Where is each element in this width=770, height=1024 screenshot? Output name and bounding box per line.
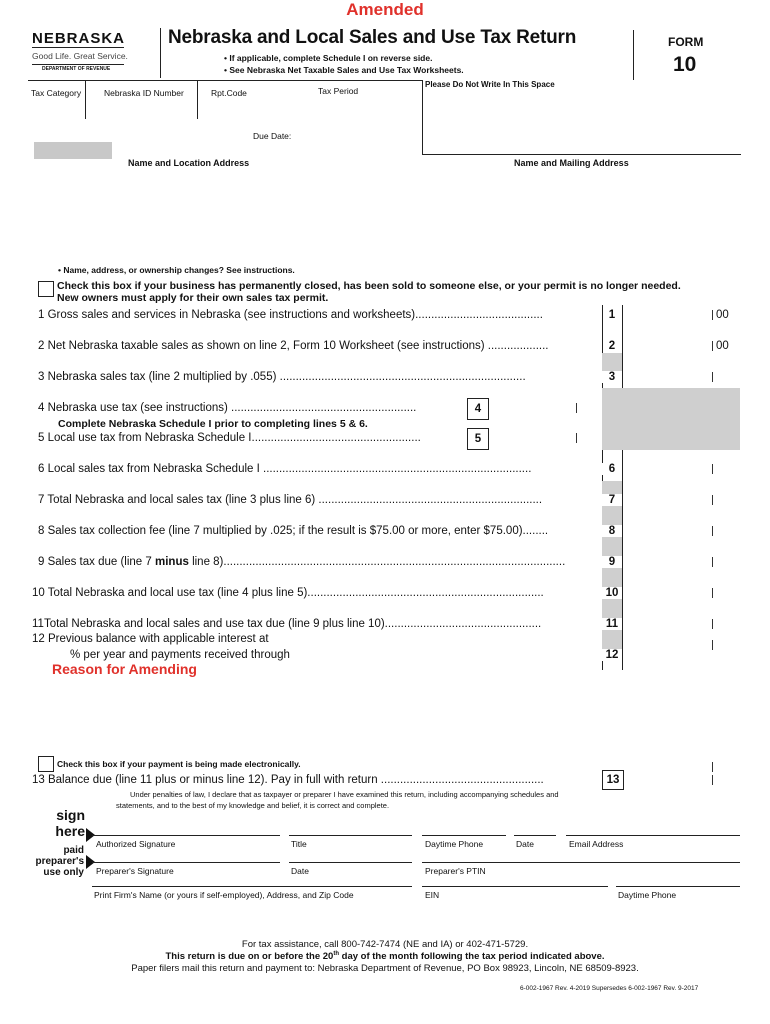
cents-line-2: 00 (716, 340, 729, 352)
sign-here-label: sign here (55, 807, 85, 839)
linenum-11: 11 (602, 618, 622, 630)
ptin-label[interactable]: Preparer's PTIN (425, 866, 486, 876)
scanner-mark (34, 142, 112, 159)
linenum-1: 1 (608, 309, 616, 321)
due-date-label: Due Date: (253, 131, 292, 141)
linenum-6: 6 (602, 463, 622, 475)
footer-due: This return is due on or before the 20th day of the month following the tax period indicated above. (165, 951, 605, 963)
linenum-5: 5 (467, 428, 489, 450)
daytime-phone-label[interactable]: Daytime Phone (425, 839, 484, 849)
preparer-signature-label[interactable]: Preparer's Signature (96, 866, 174, 876)
gray-column-lower (602, 481, 622, 661)
line-7-text: 7 Total Nebraska and local sales tax (line 3 plus line 6) ...................................................................... (38, 494, 543, 506)
authorized-signature-label[interactable]: Authorized Signature (96, 839, 176, 849)
linenum-10: 10 (602, 587, 622, 599)
rpt-code-label: Rpt.Code (211, 88, 247, 98)
line-6-text: 6 Local sales tax from Nebraska Schedule I .................................................................................... (38, 463, 532, 475)
date-label[interactable]: Date (516, 839, 534, 849)
new-owner-text: New owners must apply for their own sales tax permit. (57, 292, 329, 304)
tax-period-label: Tax Period (318, 86, 359, 96)
linenum-9: 9 (602, 556, 622, 568)
footer-mail: Paper filers mail this return and payment to: Nebraska Department of Revenue, PO Box 98923, Lincoln, NE 68509-8923. (131, 963, 639, 974)
bullet-worksheets: • See Nebraska Net Taxable Sales and Use Tax Worksheets. (224, 65, 464, 75)
linenum-8: 8 (602, 525, 622, 537)
preparer-date-label[interactable]: Date (291, 866, 309, 876)
logo-name: NEBRASKA (32, 30, 126, 47)
footer-assistance: For tax assistance, call 800-742-7474 (NE and IA) or 402-471-5729. (241, 939, 529, 950)
firm-phone-label[interactable]: Daytime Phone (618, 890, 677, 900)
linenum-3: 3 (602, 371, 622, 383)
linenum-7: 7 (602, 494, 622, 506)
ein-label[interactable]: EIN (425, 890, 440, 900)
amended-label: Amended (346, 0, 424, 19)
logo-tagline: Good Life. Great Service. (32, 51, 128, 61)
paid-preparer-label: paid preparer's use only (35, 845, 84, 878)
business-closed-text: Check this box if your business has permanently closed, has been sold to someone else, or your permit is no longer needed. (57, 280, 681, 292)
name-mailing-label: Name and Mailing Address (514, 158, 629, 168)
bullet-schedule: • If applicable, complete Schedule I on reverse side. (224, 53, 433, 63)
linenum-4: 4 (467, 398, 489, 420)
line-9-text: 9 Sales tax due (line 7 minus line 8)........................................................................................................... (38, 556, 566, 568)
schedule-i-note: Complete Nebraska Schedule I prior to completing lines 5 & 6. (58, 418, 368, 430)
penalty-text-2: statements, and to the best of my knowledge and belief, it is correct and complete. (116, 801, 390, 810)
line-10-text: 10 Total Nebraska and local use tax (line 4 plus line 5).......................................................................... (32, 587, 544, 599)
line-1-text: 1 Gross sales and services in Nebraska (see instructions and worksheets)........................................ (38, 309, 543, 321)
line-3-text: 3 Nebraska sales tax (line 2 multiplied by .055) ............................................................................. (38, 371, 526, 383)
form-number: 10 (673, 53, 697, 76)
penalty-text-1: Under penalties of law, I declare that as taxpayer or preparer I have examined this return, including accompanying schedules and (130, 790, 559, 799)
line-4-text: 4 Nebraska use tax (see instructions) .......................................................... (38, 402, 417, 414)
line-12-text: 12 Previous balance with applicable interest at (32, 633, 269, 645)
line-13-text: 13 Balance due (line 11 plus or minus line 12). Pay in full with return ................................................... (32, 774, 544, 786)
gray-block-4-5 (602, 388, 740, 450)
line-8-text: 8 Sales tax collection fee (line 7 multiplied by .025; if the result is $75.00 or more, enter $75.00)........ (38, 525, 549, 537)
line-12-sub: % per year and payments received through (70, 649, 290, 661)
business-closed-checkbox[interactable] (38, 281, 54, 297)
revision-text: 6-002-1967 Rev. 4-2019 Supersedes 6-002-1967 Rev. 9-2017 (520, 985, 699, 992)
linenum-12: 12 (602, 649, 622, 661)
tax-category-label: Tax Category (31, 88, 82, 98)
cents-line-1: 00 (716, 309, 729, 321)
form-label: FORM (668, 35, 704, 49)
email-label[interactable]: Email Address (569, 839, 624, 849)
office-use-box (422, 80, 741, 155)
firm-name-label[interactable]: Print Firm's Name (or yours if self-employed), Address, and Zip Code (94, 890, 354, 900)
linenum-13: 13 (602, 770, 624, 790)
name-location-label: Name and Location Address (128, 158, 250, 168)
logo-dept: DEPARTMENT OF REVENUE (42, 66, 111, 72)
title-label[interactable]: Title (291, 839, 307, 849)
changes-note: • Name, address, or ownership changes? See instructions. (58, 265, 295, 275)
do-not-write-label: Please Do Not Write In This Space (425, 80, 555, 89)
id-number-label: Nebraska ID Number (104, 88, 184, 98)
reason-for-amending-label: Reason for Amending (52, 661, 197, 677)
line-2-text: 2 Net Nebraska taxable sales as shown on line 2, Form 10 Worksheet (see instructions) ................... (38, 340, 549, 352)
line-5-text: 5 Local use tax from Nebraska Schedule I..................................................... (38, 432, 421, 444)
form-title: Nebraska and Local Sales and Use Tax Return (168, 27, 577, 48)
electronic-payment-checkbox[interactable] (38, 756, 54, 772)
linenum-2: 2 (608, 340, 616, 352)
electronic-payment-text: Check this box if your payment is being made electronically. (57, 759, 301, 769)
line-11-text: 11Total Nebraska and local sales and use tax due (line 9 plus line 10)................................................. (32, 618, 542, 630)
